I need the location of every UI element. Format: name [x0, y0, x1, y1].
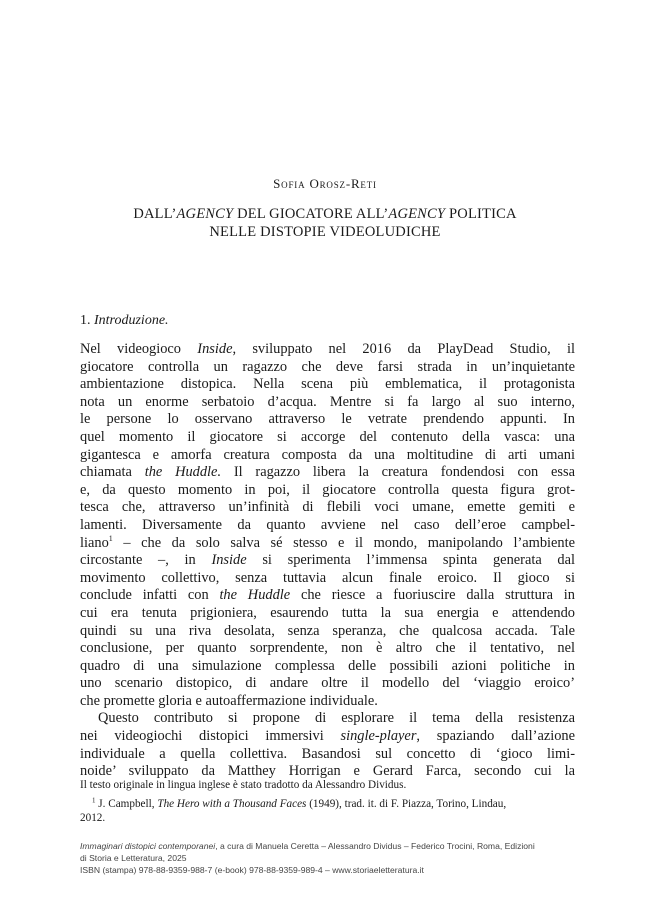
text-line: giocatore controlla un ragazzo che deve farsi strada in un’inquietante: [80, 358, 575, 375]
publication-footer: [80, 840, 550, 876]
text-line: gigantesca e amorfa creatura composta da una moltitudine di arti umani: [80, 446, 575, 463]
chapter-title-line-2: NELLE DISTOPIE VIDEOLUDICHE: [209, 224, 441, 240]
text-line: ambientazione distopica. Nella scena più emblematica, il protagonista: [80, 376, 575, 393]
text-line: noide’ sviluppato da Matthey Horrigan e Gerard Farca, secondo cui la: [80, 763, 575, 780]
text-line: Questo contributo si propone di esplorare il tema della resistenza: [98, 710, 575, 727]
footer-line-1: Immaginari distopici contemporanei, a cura di Manuela Ceretta – Alessandro Dividus – Federico Trocini, Roma, Edizioni: [80, 841, 535, 851]
footnotes: [80, 778, 575, 825]
section-title: Introduzione.: [94, 313, 169, 328]
text-line: conclude infatti con the Huddle che riesce a fuoriuscire dalla struttura in: [80, 587, 575, 604]
footnote-ref[interactable]: 1: [108, 533, 113, 543]
title-text: DEL GIOCATORE ALL’: [233, 206, 389, 222]
translation-note: Il testo originale in lingua inglese è stato tradotto da Alessandro Dividus.: [80, 779, 407, 791]
text-line: e, da questo momento in poi, il giocatore controlla questa figura grot-: [80, 481, 575, 498]
text-line: nei videogiochi distopici immersivi single-player, spaziando dall’azione: [80, 728, 575, 745]
title-text: POLITICA: [445, 206, 517, 222]
text-line: quel momento il giocatore si accorge del contenuto della vasca: una: [80, 428, 575, 445]
title-italic: AGENCY: [388, 206, 446, 222]
text-line: movimento collettivo, senza tuttavia alcun finale eroico. Il gioco si: [80, 569, 575, 586]
body-text: [80, 341, 575, 781]
text-line: quindi su una riva desolata, senza speranza, che qualcosa accada. Tale: [80, 622, 575, 639]
text-line: Nel videogioco Inside, sviluppato nel 2016 da PlayDead Studio, il: [80, 341, 576, 357]
footer-isbn: ISBN (stampa) 978-88-9359-988-7 (e-book) 978-88-9359-989-4 – www.storiaeletteratura.it: [80, 865, 424, 875]
text-line: cui era tenuta prigioniera, esaurendo tutta la sua energia e attendendo: [80, 604, 575, 621]
text-line: uno scenario distopico, di andare oltre il modello del ‘viaggio eroico’: [80, 675, 575, 692]
text-line: quadro di una simulazione complessa delle possibili azioni politiche in: [80, 657, 575, 674]
text-line: individuale a quella collettiva. Basandosi sul concetto di ‘gioco limi-: [80, 745, 575, 762]
section-number: 1.: [80, 313, 91, 328]
footnote-1: $^1$ J. Campbell, The Hero with a Thousand Faces (1949), trad. it. di F. Piazza, Torino, Lindau, 2012.: [80, 796, 507, 824]
text-line: nota un enorme serbatoio d’acqua. Mentre si fa largo al suo interno,: [80, 393, 575, 410]
text-line: circostante –, in Inside si sperimenta l’immensa spinta generata dal: [80, 552, 576, 569]
text-line: che promette gloria e autoaffermazione individuale.: [80, 692, 378, 709]
title-italic: AGENCY: [176, 206, 234, 222]
chapter-title-line-1: [40, 205, 610, 223]
text-line: lamenti. Diversamente da quanto avviene nel caso dell’eroe campbel-: [80, 516, 575, 533]
title-text: DALL’: [133, 206, 177, 222]
footnote-1-continued: 2012.: [80, 812, 106, 824]
author-name: Sofia Orosz-Reti: [273, 176, 377, 191]
section-heading: [80, 313, 169, 329]
footer-line-2: di Storia e Letteratura, 2025: [80, 853, 187, 863]
text-line: le persone lo osservano attraverso le vetrate prendendo appunti. In: [80, 411, 575, 428]
chapter-title: [40, 205, 610, 241]
footnote-number: 1: [92, 796, 96, 805]
text-line: conclusione, per quanto sorprendente, non è altro che il tentativo, nel: [80, 640, 575, 657]
text-line: liano$^1$ – che da solo salva sé stesso e il mondo, manipolando l’ambiente: [80, 533, 575, 551]
text-line: chiamata the Huddle. Il ragazzo libera la creatura fondendosi con essa: [80, 464, 575, 481]
text-line: tesca che, attraverso un’infinità di flebili voci umane, emette gemiti e: [80, 499, 575, 516]
